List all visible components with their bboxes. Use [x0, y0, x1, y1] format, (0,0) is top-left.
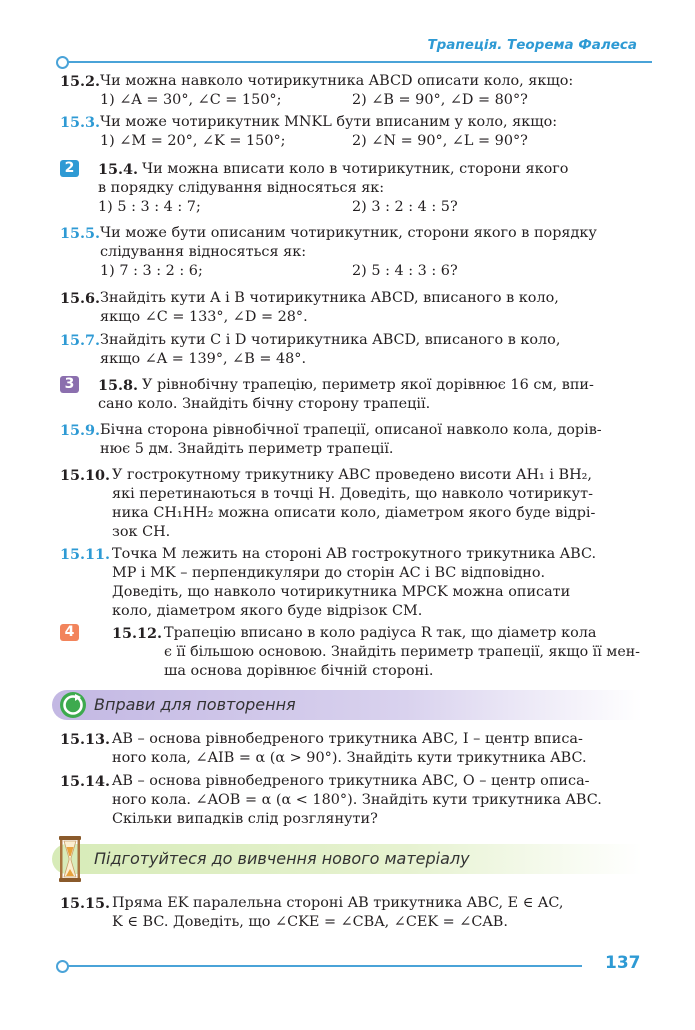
section-review-band — [52, 690, 642, 720]
exercise-text: У рівнобічну трапецію, периметр якої дорівнює 16 см, впи- — [142, 377, 594, 393]
page-number: 137 — [605, 953, 641, 973]
running-header: Трапеція. Теорема Фалеса — [427, 37, 637, 53]
header-rule — [62, 61, 652, 63]
level-4-marker: 4 — [60, 624, 79, 641]
exercise-text: MP і MK – перпендикуляри до сторін AC і BC відповідно. — [112, 565, 546, 581]
exercise-text: якщо ∠C = 133°, ∠D = 28°. — [100, 309, 308, 325]
exercise-15-5 — [60, 224, 638, 284]
exercise-text: Скільки випадків слід розглянути? — [112, 811, 378, 827]
exercise-number: 15.12. — [112, 625, 163, 642]
exercise-15-2 — [60, 72, 638, 112]
exercise-text: якщо ∠A = 139°, ∠B = 48°. — [100, 351, 307, 367]
exercise-text: AB – основа рівнобедреного трикутника ABC, I – центр вписа- — [112, 731, 583, 747]
option-2: 2) ∠N = 90°, ∠L = 90°? — [352, 133, 528, 149]
exercise-text: слідування відносяться як: — [100, 244, 307, 260]
exercise-number: 15.8. — [98, 377, 139, 394]
exercise-number: 15.5. — [60, 225, 101, 242]
exercise-text: Точка M лежить на стороні AB гострокутного трикутника ABC. — [112, 546, 597, 562]
section-title: Вправи для повторення — [94, 695, 296, 714]
exercise-text: Трапецію вписано в коло радіуса R так, що діаметр кола — [164, 625, 597, 641]
section-prepare-band — [52, 844, 642, 874]
exercise-text: є її більшою основою. Знайдіть периметр трапеції, якщо її мен- — [164, 644, 640, 660]
option-2: 2) ∠B = 90°, ∠D = 80°? — [352, 92, 528, 108]
section-title: Підготуйтеся до вивчення нового матеріалу — [94, 849, 470, 868]
exercise-15-8 — [98, 376, 638, 416]
option-1: 1) 5 : 3 : 4 : 7; — [98, 199, 201, 215]
exercise-text: Бічна сторона рівнобічної трапеції, описаної навколо кола, дорів- — [100, 422, 602, 438]
exercise-15-11 — [60, 545, 638, 623]
exercise-text: Знайдіть кути A і B чотирикутника ABCD, вписаного в коло, — [100, 290, 559, 306]
option-1: 1) ∠A = 30°, ∠C = 150°; — [100, 92, 282, 108]
option-2: 2) 5 : 4 : 3 : 6? — [352, 263, 458, 279]
exercise-text: Пряма EK паралельна стороні AB трикутника ABC, E ∈ AC, — [112, 895, 564, 911]
footer-rule — [62, 965, 582, 967]
level-2-marker: 2 — [60, 160, 79, 177]
exercise-text: ша основа дорівнює бічній стороні. — [164, 663, 434, 679]
exercise-text: Чи можна навколо чотирикутника ABCD описати коло, якщо: — [100, 73, 574, 89]
exercise-number: 15.13. — [60, 731, 111, 748]
option-2: 2) 3 : 2 : 4 : 5? — [352, 199, 458, 215]
exercise-text: ного кола, ∠AIB = α (α > 90°). Знайдіть кути трикутника ABC. — [112, 750, 587, 766]
exercise-number: 15.2. — [60, 73, 101, 90]
exercise-text: Чи може чотирикутник MNKL бути вписаним у коло, якщо: — [100, 114, 558, 130]
exercise-15-7 — [60, 331, 638, 371]
exercise-text: коло, діаметром якого буде відрізок CM. — [112, 603, 423, 619]
exercise-number: 15.6. — [60, 290, 101, 307]
exercise-text: AB – основа рівнобедреного трикутника ABC, O – центр описа- — [112, 773, 590, 789]
exercise-15-6 — [60, 289, 638, 329]
hourglass-icon — [58, 836, 82, 882]
exercise-number: 15.3. — [60, 114, 101, 131]
option-1: 1) ∠M = 20°, ∠K = 150°; — [100, 133, 286, 149]
exercise-15-14 — [60, 772, 638, 832]
exercise-text: Чи може бути описаним чотирикутник, сторони якого в порядку — [100, 225, 597, 241]
exercise-number: 15.15. — [60, 895, 111, 912]
repeat-icon — [58, 690, 88, 720]
header-rule-dot — [56, 56, 69, 69]
exercise-text: в порядку слідування відносяться як: — [98, 180, 385, 196]
exercise-text: ника CH₁HH₂ можна описати коло, діаметром якого буде відрі- — [112, 505, 596, 521]
exercise-number: 15.7. — [60, 332, 101, 349]
exercise-number: 15.4. — [98, 161, 139, 178]
exercise-number: 15.10. — [60, 467, 111, 484]
exercise-text: зок CH. — [112, 524, 171, 540]
exercise-number: 15.11. — [60, 546, 111, 563]
exercise-15-15 — [60, 894, 638, 934]
exercise-text: K ∈ BC. Доведіть, що ∠CKE = ∠CBA, ∠CEK = ∠CAB. — [112, 914, 508, 930]
exercise-15-9 — [60, 421, 638, 461]
exercise-number: 15.9. — [60, 422, 101, 439]
footer-rule-dot — [56, 960, 69, 973]
exercise-text: Знайдіть кути C і D чотирикутника ABCD, вписаного в коло, — [100, 332, 561, 348]
exercise-15-3 — [60, 113, 638, 153]
level-3-marker: 3 — [60, 376, 79, 393]
exercise-text: які перетинаються в точці H. Доведіть, що навколо чотирикут- — [112, 486, 593, 502]
exercise-text: ного кола. ∠AOB = α (α < 180°). Знайдіть кути трикутника ABC. — [112, 792, 602, 808]
exercise-text: У гострокутному трикутнику ABC проведено висоти AH₁ і BH₂, — [112, 467, 592, 483]
exercise-15-4 — [98, 160, 638, 220]
exercise-15-10 — [60, 466, 638, 544]
exercise-text: Чи можна вписати коло в чотирикутник, сторони якого — [142, 161, 569, 177]
exercise-text: сано коло. Знайдіть бічну сторону трапеції. — [98, 396, 431, 412]
exercise-number: 15.14. — [60, 773, 111, 790]
exercise-15-12 — [112, 624, 638, 684]
option-1: 1) 7 : 3 : 2 : 6; — [100, 263, 203, 279]
exercise-15-13 — [60, 730, 638, 770]
exercise-text: Доведіть, що навколо чотирикутника MPCK можна описати — [112, 584, 571, 600]
exercise-text: нює 5 дм. Знайдіть периметр трапеції. — [100, 441, 394, 457]
